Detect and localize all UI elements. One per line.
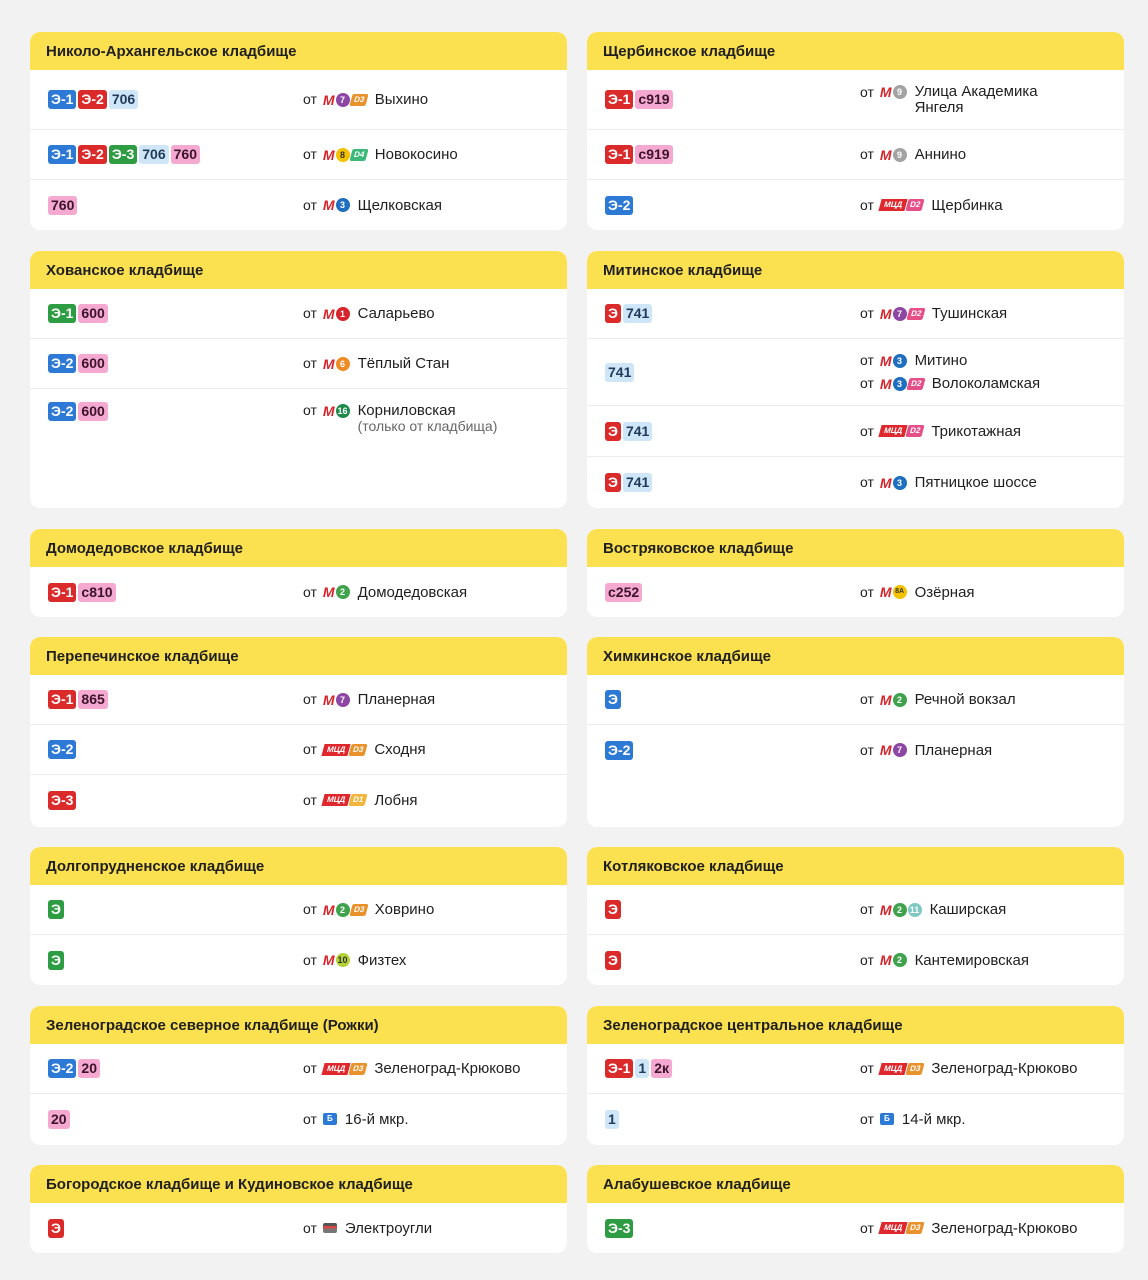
route-badge[interactable]: 706 — [139, 145, 168, 164]
from-label: от — [860, 901, 874, 917]
metro-icon: М — [322, 584, 335, 600]
station-name: Саларьево — [357, 305, 435, 322]
from-label: от — [303, 583, 317, 600]
mcd-icon: МЦД — [878, 425, 907, 437]
card-title: Николо-Архангельское кладбище — [30, 32, 567, 70]
from-label: от — [860, 196, 874, 213]
metro-icon: М — [879, 146, 892, 163]
from-label: от — [303, 951, 317, 968]
station-name: Аннино — [914, 146, 967, 163]
route-row[interactable] — [30, 885, 567, 935]
from-label: от — [303, 305, 317, 321]
station-name: Выхино — [374, 91, 429, 108]
route-row[interactable] — [587, 1094, 1124, 1144]
station-name: Каширская — [929, 901, 1007, 918]
route-badge[interactable]: 741 — [605, 363, 634, 382]
card-title: Востряковское кладбище — [587, 529, 1124, 567]
from-label: от — [860, 305, 874, 321]
from-label: от — [860, 583, 874, 600]
metro-line-1-icon: 1 — [336, 307, 350, 321]
mcd-d3-icon: D3 — [349, 744, 368, 756]
card-title: Богородское кладбище и Кудиновское кладбище — [30, 1165, 567, 1203]
station-name: Улица Академика Янгеля — [914, 82, 1038, 116]
station-name: Зеленоград-Крюково — [374, 1060, 521, 1077]
route-row[interactable] — [587, 1203, 1124, 1253]
route-badge[interactable]: 600 — [78, 304, 107, 323]
route-badge[interactable]: с919 — [635, 90, 672, 109]
route-badge[interactable]: 741 — [623, 422, 652, 441]
station-name: Волоколамская — [931, 375, 1041, 392]
cemetery-card-alabushevskoe — [587, 1165, 1124, 1253]
metro-line-2-icon: 2 — [336, 903, 350, 917]
station-name: Домодедовская — [357, 583, 468, 601]
cemetery-card-zelenograd-north — [30, 1006, 567, 1145]
from-label: от — [303, 1060, 317, 1076]
from-label: от — [303, 901, 317, 917]
metro-line-7-icon: 7 — [893, 307, 907, 321]
mcd-icon: МЦД — [321, 744, 350, 756]
route-row[interactable] — [30, 935, 567, 985]
metro-line-11-icon: 11 — [908, 903, 922, 917]
metro-icon: М — [879, 952, 892, 968]
route-badge[interactable]: Э-3 — [605, 1219, 633, 1238]
mcd-icon: МЦД — [878, 199, 907, 211]
route-badge[interactable]: Э-1 — [605, 1059, 633, 1078]
station-name: Электроугли — [344, 1219, 433, 1237]
from-label: от — [303, 691, 317, 707]
station-name: Пятницкое шоссе — [914, 474, 1037, 491]
route-row[interactable] — [30, 567, 567, 617]
station-name: Новокосино — [374, 146, 458, 163]
metro-line-3-icon: 3 — [336, 198, 350, 212]
route-badge[interactable]: Э-2 — [48, 740, 76, 759]
from-label: от — [303, 91, 317, 107]
metro-icon: М — [322, 355, 335, 372]
station-name: Речной вокзал — [914, 691, 1016, 708]
route-row[interactable] — [30, 775, 567, 825]
mcd-d3-icon: D3 — [349, 1063, 368, 1075]
card-title: Перепечинское кладбище — [30, 637, 567, 675]
station-name: Планерная — [357, 691, 436, 708]
mcd-d3-icon: D3 — [906, 1063, 925, 1075]
metro-line-7-icon: 7 — [336, 693, 350, 707]
station-name: Тёплый Стан — [357, 355, 450, 372]
from-label: от — [303, 1110, 317, 1127]
metro-line-2-icon: 2 — [893, 693, 907, 707]
metro-icon: М — [879, 584, 892, 600]
route-row[interactable] — [587, 567, 1124, 617]
card-title: Зеленоградское центральное кладбище — [587, 1006, 1124, 1044]
route-row[interactable] — [30, 1094, 567, 1144]
metro-line-7-icon: 7 — [893, 743, 907, 757]
station-name: Планерная — [914, 741, 993, 759]
route-row[interactable] — [30, 389, 567, 507]
metro-line-3-icon: 3 — [893, 476, 907, 490]
cemetery-card-khimkinskoe — [587, 637, 1124, 827]
station-name: Зеленоград-Крюково — [931, 1060, 1078, 1077]
from-label: от — [860, 951, 874, 968]
mcd-icon: МЦД — [878, 1063, 907, 1075]
from-label: от — [303, 741, 317, 757]
from-label: от — [303, 1219, 317, 1236]
metro-icon: М — [879, 352, 892, 369]
metro-icon: М — [879, 305, 892, 322]
route-row[interactable] — [30, 289, 567, 339]
route-badge[interactable]: Э-3 — [109, 145, 137, 164]
route-badge[interactable]: Э-2 — [48, 354, 76, 373]
metro-icon: М — [879, 691, 892, 708]
route-badge[interactable]: Э-3 — [48, 791, 76, 810]
route-badge[interactable]: 760 — [48, 196, 77, 215]
station-name: 14-й мкр. — [901, 1110, 966, 1128]
station-note: (только от кладбища) — [357, 418, 498, 434]
route-badge[interactable]: 865 — [78, 690, 107, 709]
metro-icon: М — [322, 197, 335, 213]
route-badge[interactable]: Э — [48, 951, 64, 970]
route-badge[interactable]: 2к — [651, 1059, 672, 1078]
route-badge[interactable]: Э — [605, 900, 621, 919]
route-badge[interactable]: Э — [605, 304, 621, 323]
route-badge[interactable]: Э — [605, 690, 621, 709]
from-label: от — [860, 741, 874, 758]
metro-line-2-icon: 2 — [893, 903, 907, 917]
metro-icon: М — [879, 901, 892, 918]
metro-line-6-icon: 6 — [336, 357, 350, 371]
metro-icon: М — [322, 691, 335, 708]
station-name: Трикотажная — [931, 422, 1021, 440]
metro-line-9-icon: 9 — [893, 85, 907, 99]
bus-stop-icon: Б — [323, 1113, 337, 1125]
mcd-d3-icon: D3 — [906, 1222, 925, 1234]
route-row[interactable] — [30, 675, 567, 725]
route-row[interactable] — [587, 70, 1124, 130]
metro-icon: М — [879, 84, 892, 100]
station-name: Лобня — [374, 791, 418, 809]
card-title: Алабушевское кладбище — [587, 1165, 1124, 1203]
from-label: от — [860, 1110, 874, 1127]
from-label: от — [303, 196, 317, 213]
station-name: Щербинка — [931, 196, 1003, 214]
route-badge[interactable]: с810 — [78, 583, 115, 602]
route-badge[interactable]: 20 — [78, 1059, 100, 1078]
from-label: от — [860, 1219, 874, 1236]
mcd-d2-icon: D2 — [906, 199, 925, 211]
metro-icon: М — [322, 305, 335, 322]
metro-icon: М — [879, 375, 892, 392]
route-badge[interactable]: Э-1 — [48, 90, 76, 109]
mcd-icon: МЦД — [321, 794, 350, 806]
route-row[interactable] — [587, 289, 1124, 339]
route-badge[interactable]: 760 — [171, 145, 200, 164]
route-badge[interactable]: Э — [605, 951, 621, 970]
route-badge[interactable]: 706 — [109, 90, 138, 109]
mcd-d2-icon: D2 — [906, 378, 925, 390]
station-name: Ховрино — [374, 901, 435, 918]
metro-line-9-icon: 9 — [893, 148, 907, 162]
station-name: 16-й мкр. — [344, 1110, 409, 1128]
mcd-d3-icon: D3 — [349, 94, 368, 106]
route-badge[interactable]: Э-2 — [48, 402, 76, 421]
route-badge[interactable]: 741 — [623, 304, 652, 323]
cemetery-card-bogorodskoe — [30, 1165, 567, 1253]
route-badge[interactable]: 600 — [78, 354, 107, 373]
metro-icon: М — [322, 91, 335, 108]
metro-line-8-icon: 8 — [336, 148, 350, 162]
mcd-d3-icon: D3 — [349, 904, 368, 916]
metro-icon: М — [322, 901, 335, 918]
mcd-d4-icon: D4 — [349, 149, 368, 161]
from-label: от — [860, 146, 874, 162]
cemetery-card-kotlyakovskoe — [587, 847, 1124, 985]
mcd-icon: МЦД — [878, 1222, 907, 1234]
cemetery-card-khovanskoe — [30, 251, 567, 508]
route-badge[interactable]: Э-2 — [605, 741, 633, 760]
card-title: Домодедовское кладбище — [30, 529, 567, 567]
cemetery-card-domodedovskoe — [30, 529, 567, 617]
metro-icon: М — [322, 952, 335, 968]
route-badge[interactable]: 20 — [48, 1110, 70, 1129]
route-row[interactable] — [587, 457, 1124, 508]
route-badge[interactable]: Э-1 — [48, 145, 76, 164]
route-badge[interactable]: Э-2 — [78, 145, 106, 164]
mcd-d2-icon: D2 — [906, 425, 925, 437]
metro-icon: М — [322, 402, 335, 419]
route-badge[interactable]: Э — [48, 900, 64, 919]
card-title: Митинское кладбище — [587, 251, 1124, 289]
metro-icon: М — [879, 742, 892, 758]
route-badge[interactable]: Э-2 — [78, 90, 106, 109]
route-row[interactable] — [30, 1203, 567, 1253]
station-name: Тушинская — [931, 305, 1008, 322]
cemetery-card-perepechinskoe — [30, 637, 567, 827]
metro-line-3-icon: 3 — [893, 377, 907, 391]
mcd-d1-icon: D1 — [349, 794, 368, 806]
route-row[interactable] — [587, 339, 1124, 406]
route-row[interactable] — [30, 130, 567, 180]
route-badge[interactable]: Э — [605, 422, 621, 441]
metro-line-2-icon: 2 — [336, 585, 350, 599]
route-badge[interactable]: 1 — [605, 1110, 619, 1129]
route-row[interactable] — [30, 180, 567, 230]
station-name: Физтех — [357, 951, 407, 969]
cemetery-card-zelenograd-central — [587, 1006, 1124, 1145]
station-name: Щелковская — [357, 196, 442, 214]
card-title: Хованское кладбище — [30, 251, 567, 289]
from-label: от — [860, 1060, 874, 1076]
from-label: от — [303, 355, 317, 371]
route-row[interactable] — [587, 406, 1124, 457]
from-label: от — [303, 402, 317, 418]
mcd-icon: МЦД — [321, 1063, 350, 1075]
station-name: Сходня — [374, 741, 426, 758]
station-name: Митино — [914, 352, 968, 369]
cemetery-card-shcherbinskoe — [587, 32, 1124, 230]
station-name: Корниловская — [357, 402, 456, 419]
route-badge[interactable]: Э — [605, 473, 621, 492]
route-badge[interactable]: Э-1 — [48, 304, 76, 323]
route-badge[interactable]: Э-2 — [605, 196, 633, 215]
route-badge[interactable]: Э — [48, 1219, 64, 1238]
metro-line-3-icon: 3 — [893, 354, 907, 368]
route-row[interactable] — [30, 339, 567, 389]
cemetery-card-mitinskoe — [587, 251, 1124, 508]
card-title: Щербинское кладбище — [587, 32, 1124, 70]
from-label: от — [860, 83, 874, 100]
route-badge[interactable]: 600 — [78, 402, 107, 421]
route-row[interactable] — [587, 180, 1124, 230]
route-row[interactable] — [30, 70, 567, 130]
route-row[interactable] — [587, 725, 1124, 775]
from-label: от — [303, 791, 317, 808]
station-name: Зеленоград-Крюково — [931, 1219, 1078, 1237]
card-title: Долгопрудненское кладбище — [30, 847, 567, 885]
metro-line-2-icon: 2 — [893, 953, 907, 967]
from-label: от — [860, 352, 874, 368]
cemetery-card-vostryakovskoe — [587, 529, 1124, 617]
from-label: от — [860, 375, 874, 391]
from-label: от — [860, 422, 874, 439]
cemetery-card-nikolo-arkhangelskoe — [30, 32, 567, 230]
route-badge[interactable]: с919 — [635, 145, 672, 164]
route-badge[interactable]: Э-2 — [48, 1059, 76, 1078]
route-row[interactable] — [587, 675, 1124, 725]
card-title: Котляковское кладбище — [587, 847, 1124, 885]
metro-icon: М — [879, 474, 892, 491]
route-badge[interactable]: Э-1 — [605, 90, 633, 109]
station-name: Кантемировская — [914, 951, 1030, 969]
route-badge[interactable]: с252 — [605, 583, 642, 602]
route-badge[interactable]: Э-1 — [48, 583, 76, 602]
metro-line-10-icon: 10 — [337, 955, 348, 965]
route-row[interactable] — [587, 885, 1124, 935]
card-title: Зеленоградское северное кладбище (Рожки) — [30, 1006, 567, 1044]
mcd-d2-icon: D2 — [906, 308, 925, 320]
from-label: от — [303, 146, 317, 162]
cemetery-card-dolgoprudnenskoe — [30, 847, 567, 985]
route-badge[interactable]: Э-1 — [605, 145, 633, 164]
metro-line-8a-icon: 8А — [893, 585, 907, 599]
route-row[interactable] — [30, 1044, 567, 1094]
from-label: от — [860, 474, 874, 490]
route-row[interactable] — [30, 725, 567, 775]
metro-line-16-icon: 16 — [337, 405, 348, 416]
bus-stop-icon: Б — [880, 1113, 894, 1125]
metro-icon: М — [322, 146, 335, 163]
route-row[interactable] — [587, 1044, 1124, 1094]
route-badge[interactable]: Э-1 — [48, 690, 76, 709]
train-icon — [323, 1223, 337, 1233]
card-title: Химкинское кладбище — [587, 637, 1124, 675]
route-row[interactable] — [587, 130, 1124, 180]
metro-line-7-icon: 7 — [336, 93, 350, 107]
route-badge[interactable]: 1 — [635, 1059, 649, 1078]
route-badge[interactable]: 741 — [623, 473, 652, 492]
station-name: Озёрная — [914, 583, 975, 601]
route-row[interactable] — [587, 935, 1124, 985]
from-label: от — [860, 691, 874, 707]
